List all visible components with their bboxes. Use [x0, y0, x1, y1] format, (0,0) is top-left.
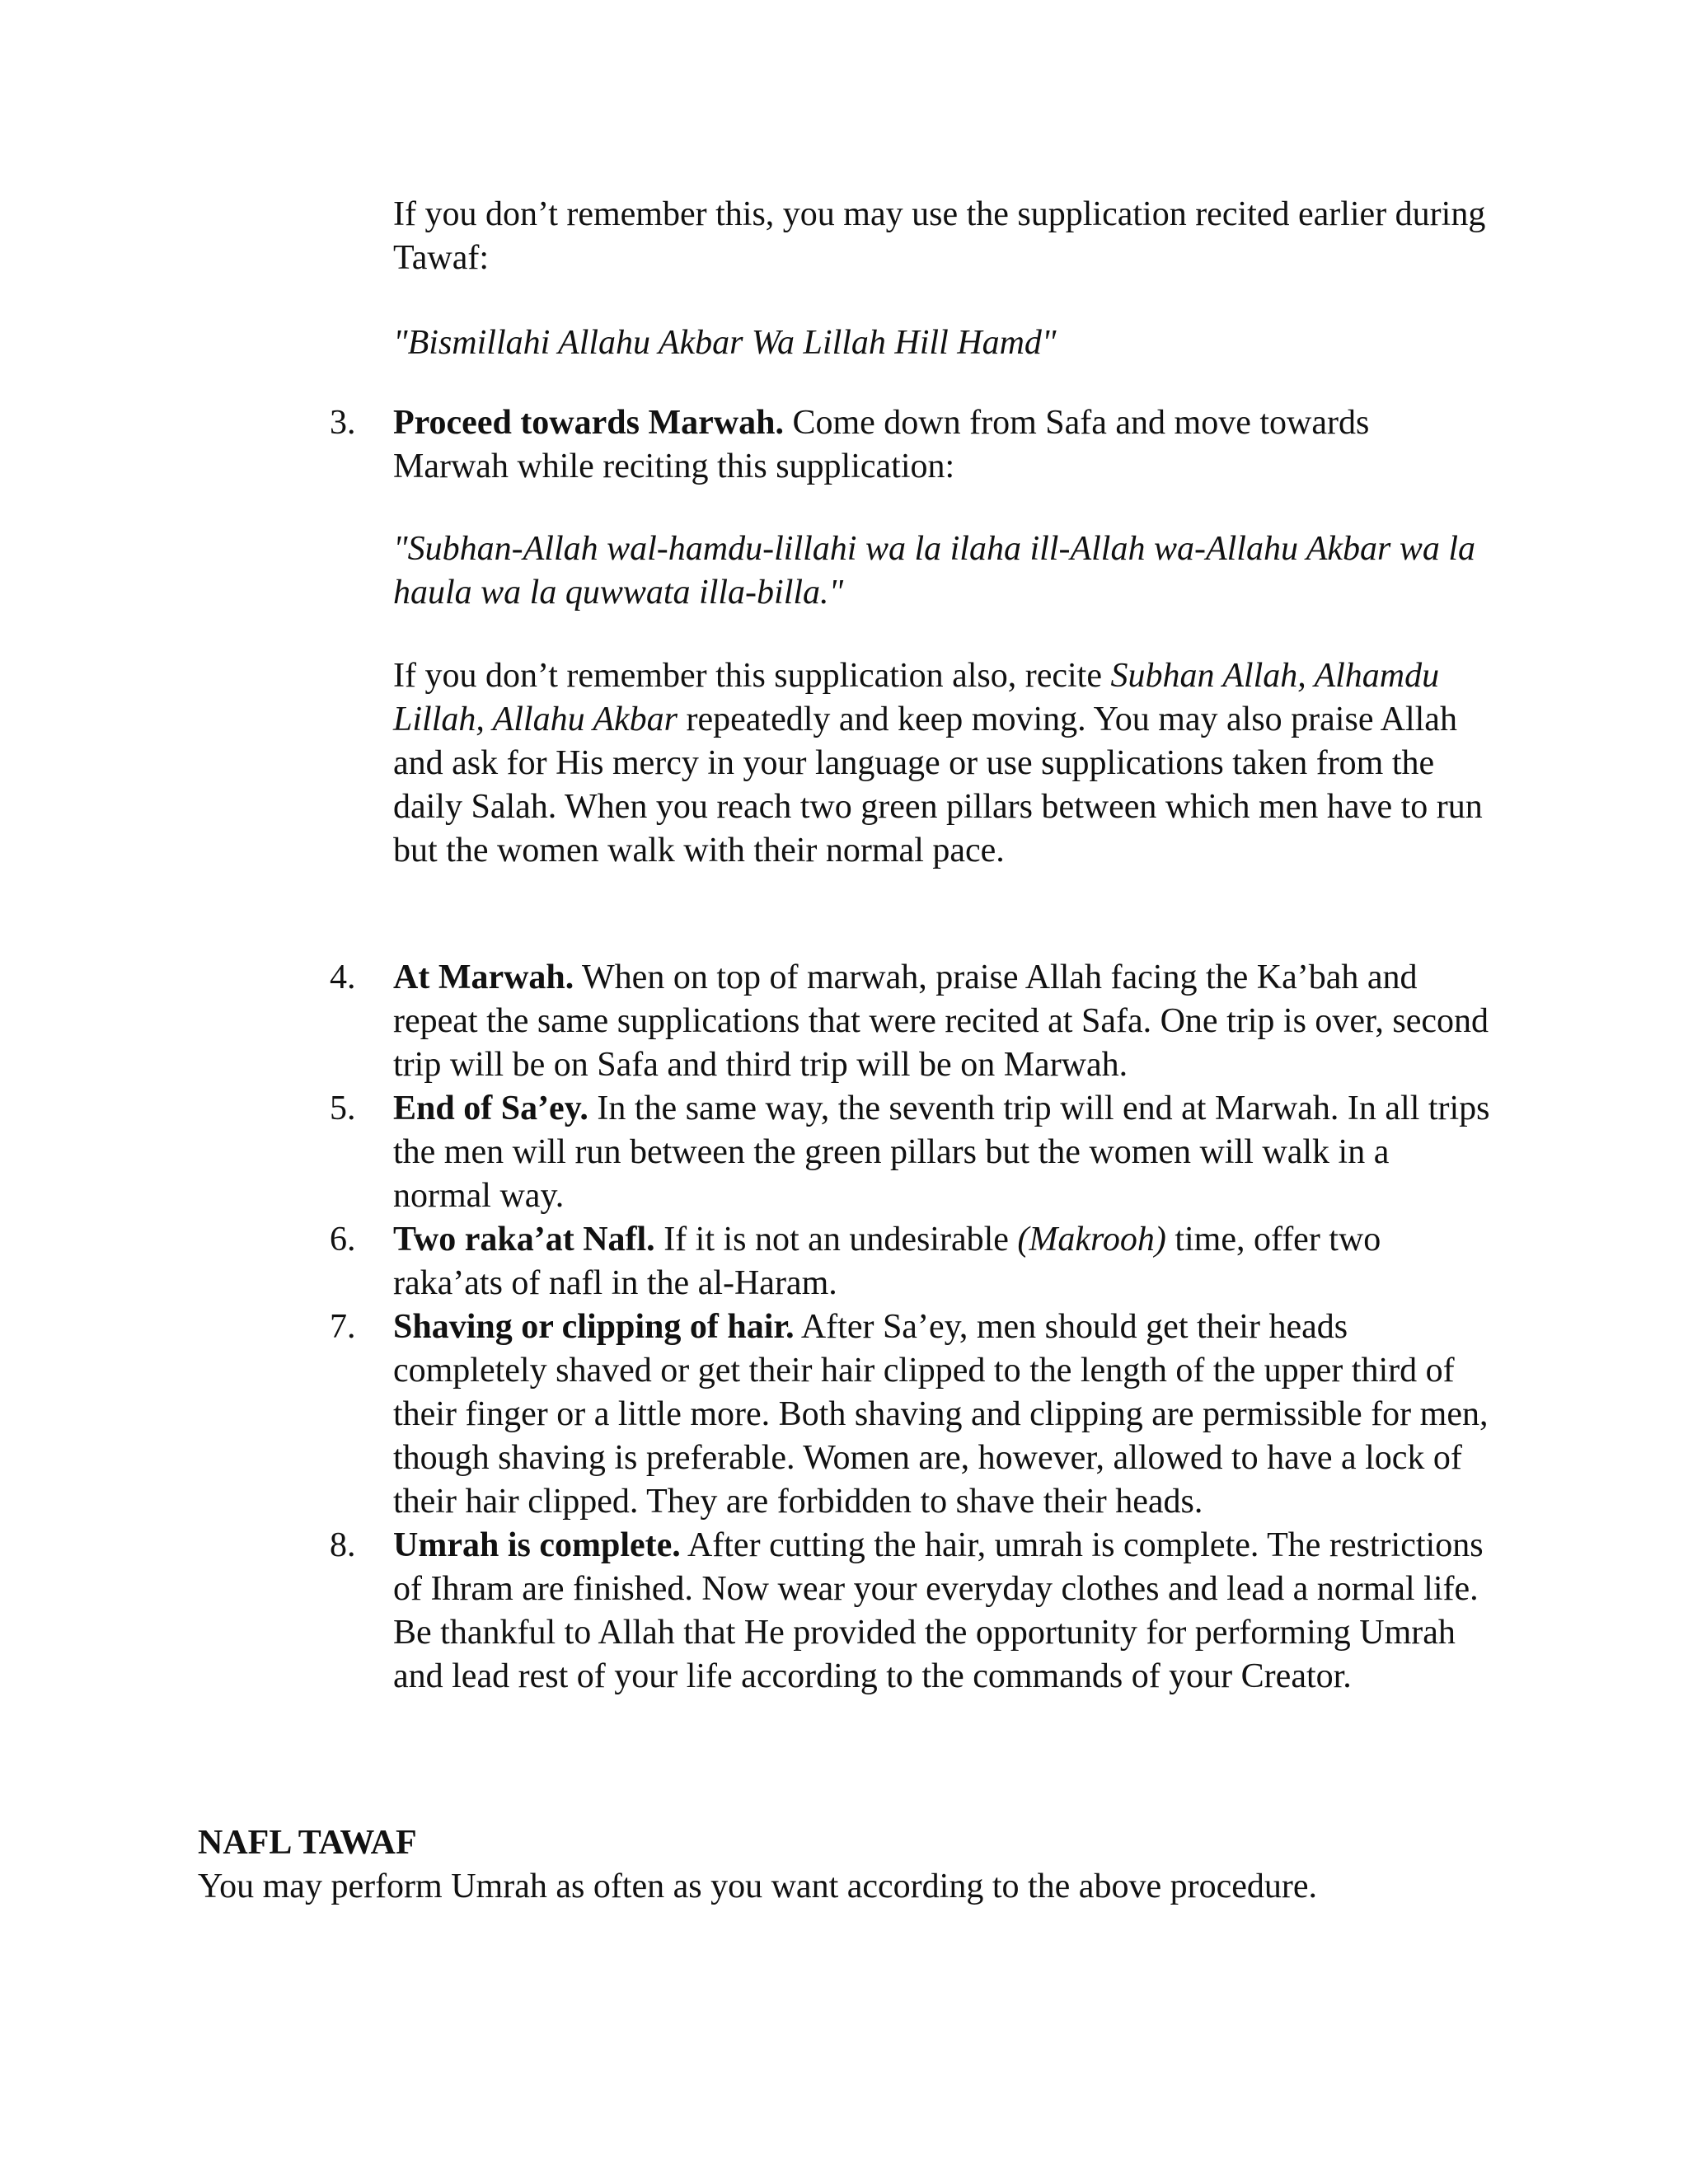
- list-item: [330, 1524, 1492, 1699]
- list-item: [330, 956, 1492, 1087]
- list-item: [330, 1218, 1492, 1305]
- list-number: 8.: [330, 1526, 356, 1564]
- list-number: 3.: [330, 404, 356, 442]
- step-italic-text: (Makrooh): [1017, 1221, 1166, 1258]
- section-heading: NAFL TAWAF: [198, 1824, 417, 1862]
- step-3-paragraph: [393, 654, 1489, 873]
- supplication-quote-1: "Bismillahi Allahu Akbar Wa Lillah Hill Hamd": [393, 324, 1057, 362]
- list-number: 4.: [330, 958, 356, 996]
- supplication-quote-2: "Subhan-Allah wal-hamdu-lillahi wa la ilaha ill-Allah wa-Allahu Akbar wa la haula wa la quwwata illa-billa.": [393, 530, 1476, 612]
- step-title: Shaving or clipping of hair.: [393, 1308, 795, 1346]
- list-number: 6.: [330, 1221, 356, 1258]
- step-text: When on top of marwah, praise Allah facing the Ka’bah and repeat the same supplications that were recited at Safa. One trip is over, second trip will be on Safa and third trip will be on Marwah.: [393, 958, 1489, 1084]
- paragraph-text: If you don’t remember this supplication also, recite: [393, 657, 1111, 695]
- list-item: [330, 1305, 1492, 1524]
- step-title: Umrah is complete.: [393, 1526, 681, 1564]
- step-text: time, offer two raka’ats of nafl in the al-Haram.: [393, 1221, 1381, 1302]
- paragraph-italic-text: Subhan Allah, Alhamdu Lillah, Allahu Akbar: [393, 657, 1440, 738]
- intro-paragraph: If you don’t remember this, you may use the supplication recited earlier during Tawaf:: [393, 195, 1486, 277]
- list-number: 5.: [330, 1090, 356, 1127]
- numbered-list: [330, 956, 1492, 1699]
- step-title: At Marwah.: [393, 958, 574, 996]
- step-text: If it is not an undesirable: [654, 1221, 1018, 1258]
- paragraph-text: repeatedly and keep moving. You may also praise Allah and ask for His mercy in your language or use supplications taken from the daily Salah. When you reach two green pillars between which men have to run but the women walk with their normal pace.: [393, 701, 1483, 869]
- list-number: 7.: [330, 1308, 356, 1346]
- step-title: Proceed towards Marwah.: [393, 404, 784, 442]
- step-text: After cutting the hair, umrah is complete. The restrictions of Ihram are finished. Now wear your everyday clothes and lead a normal life. Be thankful to Allah that He provided the opportunity for performing Umrah and lead rest of your life according to the commands of your Creator.: [393, 1526, 1484, 1695]
- step-text: After Sa’ey, men should get their heads completely shaved or get their hair clipped to the length of the upper third of their finger or a little more. Both shaving and clipping are permissible for men, though shaving is preferable. Women are, however, allowed to have a lock of their hair clipped. They are forbidden to shave their heads.: [393, 1308, 1489, 1521]
- step-title: Two raka’at Nafl.: [393, 1221, 655, 1258]
- step-text: Come down from Safa and move towards Marwah while reciting this supplication:: [393, 404, 1370, 485]
- list-item: [330, 1087, 1492, 1218]
- section-paragraph: You may perform Umrah as often as you want according to the above procedure.: [198, 1868, 1317, 1905]
- step-text: In the same way, the seventh trip will end at Marwah. In all trips the men will run between the green pillars but the women will walk in a normal way.: [393, 1090, 1490, 1215]
- step-title: End of Sa’ey.: [393, 1090, 588, 1127]
- list-item-step-3: [330, 401, 1492, 489]
